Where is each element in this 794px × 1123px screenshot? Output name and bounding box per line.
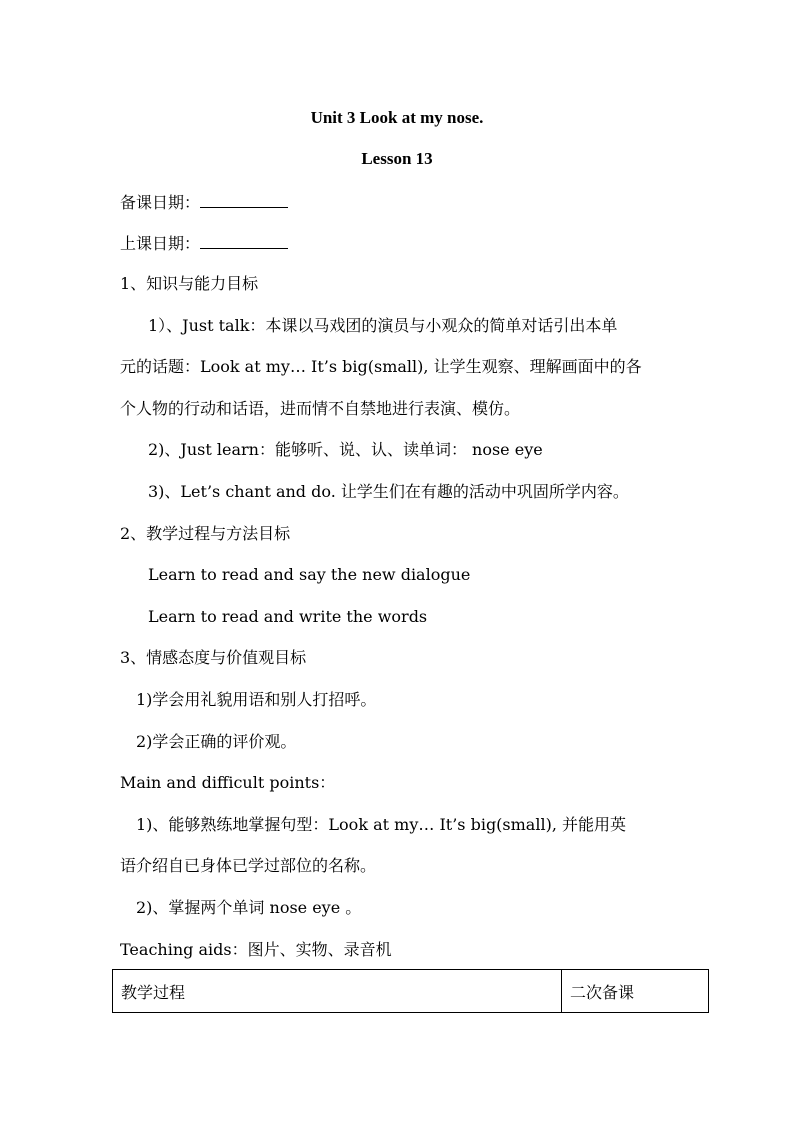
second-prep-cell: 二次备课 [562,970,709,1013]
section-1-item-1-line-1: 1）、Just talk：本课以马戏团的演员与小观众的简单对话引出本单 [148,316,618,335]
teaching-aids: Teaching aids：图片、实物、录音机 [120,940,392,959]
section-1-item-1-line-2: 元的话题：Look at my… It’s big(small), 让学生观察、理解画面中的各 [120,357,642,376]
section-2-heading: 2、教学过程与方法目标 [120,524,291,543]
prep-date-row [120,191,288,214]
prep-date-blank [200,191,288,208]
section-1-item-2: 2)、Just learn：能够听、说、认、读单词： nose eye [148,440,543,459]
section-3-heading: 3、情感态度与价值观目标 [120,648,307,667]
main-points-item-1-line-1: 1)、能够熟练地掌握句型：Look at my… It’s big(small), 并能用英 [136,815,626,834]
class-date-row [120,232,288,255]
class-date-label: 上课日期： [120,234,201,253]
main-points-item-1-line-2: 语介绍自已身体已学过部位的名称。 [120,856,377,875]
section-1-heading: 1、知识与能力目标 [120,274,259,293]
section-3-item-1: 1)学会用礼貌用语和别人打招呼。 [136,690,377,709]
prep-date-label: 备课日期： [120,193,201,212]
section-2-item-2: Learn to read and write the words [148,607,428,626]
section-1-item-3: 3)、Let’s chant and do. 让学生们在有趣的活动中巩固所学内容。 [148,482,629,501]
class-date-blank [200,232,288,249]
section-2-item-1: Learn to read and say the new dialogue [148,565,471,584]
section-1-item-1-line-3: 个人物的行动和话语，进而情不自禁地进行表演、模仿。 [120,399,521,418]
section-3-item-2: 2)学会正确的评价观。 [136,732,297,751]
main-points-item-2: 2)、掌握两个单词 nose eye 。 [136,898,362,917]
document-title: Unit 3 Look at my nose. [310,108,484,127]
teaching-process-table [112,969,709,1013]
main-points-heading: Main and difficult points： [120,773,336,792]
teaching-process-cell: 教学过程 [113,970,562,1013]
lesson-title: Lesson 13 [361,149,433,168]
table-row [113,970,709,1013]
